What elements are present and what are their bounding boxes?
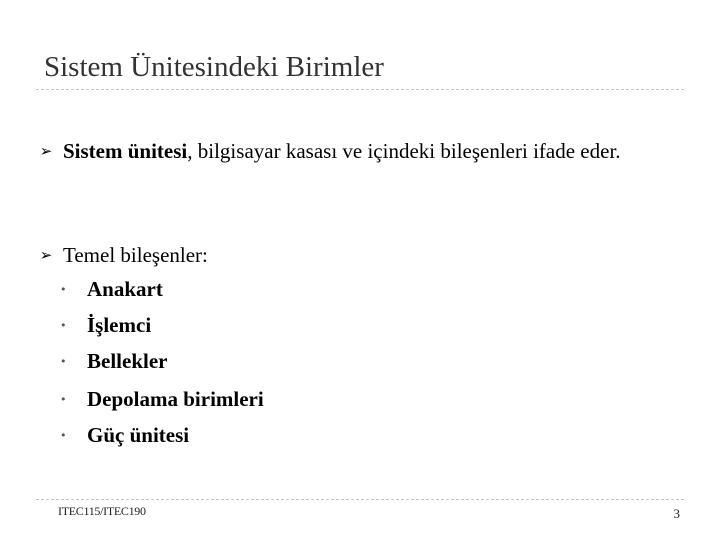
sub-list-item — [60, 422, 189, 450]
sub-list-item — [60, 386, 264, 414]
arrow-bullet-icon: ➢ — [39, 246, 53, 264]
bullet-item — [36, 241, 676, 269]
sub-list-label: Anakart — [87, 277, 163, 301]
dot-bullet-icon: • — [60, 283, 67, 297]
sub-list-label: Bellekler — [87, 349, 168, 373]
footer-divider — [36, 499, 684, 500]
dot-bullet-icon: • — [60, 393, 67, 407]
arrow-bullet-icon: ➢ — [39, 142, 53, 160]
bullet-text: Temel bileşenler: — [63, 243, 208, 267]
bullet-text — [63, 137, 676, 165]
slide-title: Sistem Ünitesindeki Birimler — [44, 51, 384, 83]
bullet-bold-lead: Sistem ünitesi — [63, 139, 188, 163]
footer-course-label: ITEC115/ITEC190 — [58, 504, 146, 518]
dot-bullet-icon: • — [60, 319, 67, 333]
sub-list-item — [60, 276, 163, 304]
sub-list-label: Güç ünitesi — [87, 423, 190, 447]
bullet-item — [36, 137, 676, 165]
sub-list-item — [60, 312, 151, 340]
page-number: 3 — [673, 506, 680, 521]
title-divider — [36, 89, 684, 90]
sub-list-label: İşlemci — [87, 313, 152, 337]
bullet-body: , bilgisayar kasası ve içindeki bileşenleri ifade eder. — [187, 139, 621, 163]
sub-list-label: Depolama birimleri — [87, 387, 264, 411]
dot-bullet-icon: • — [60, 429, 67, 443]
dot-bullet-icon: • — [60, 355, 67, 369]
sub-list-item — [60, 348, 167, 376]
